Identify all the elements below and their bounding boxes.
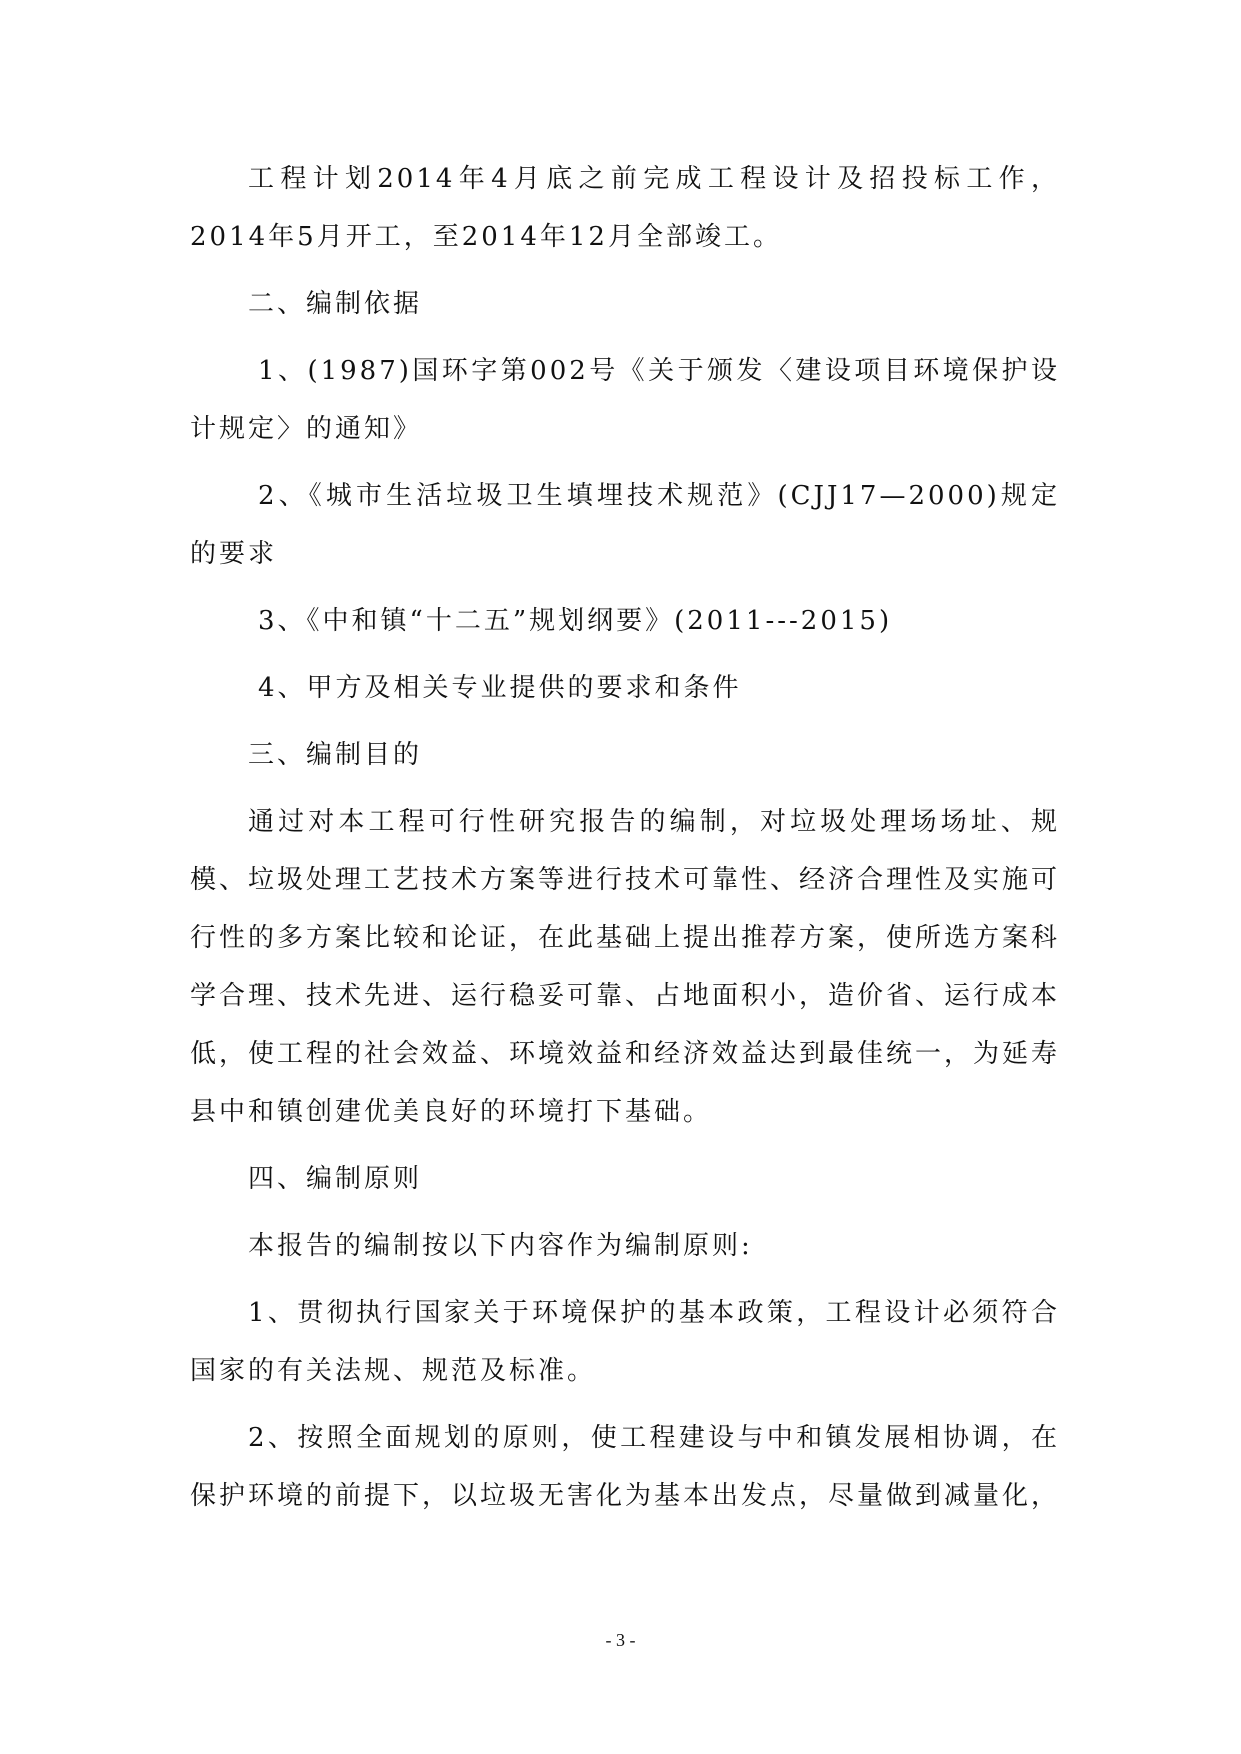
section-heading-principles: 四、编制原则 bbox=[248, 1164, 423, 1194]
section-heading-basis: 二、编制依据 bbox=[248, 289, 423, 319]
basis-item-2: 2、《城市生活垃圾卫生填埋技术规范》(CJJ17—2000)规定的要求 bbox=[190, 481, 1060, 569]
principle-item-1: 1、贯彻执行国家关于环境保护的基本政策，工程设计必须符合国家的有关法规、规范及标准。 bbox=[190, 1298, 1060, 1386]
paragraph-principles-intro: 本报告的编制按以下内容作为编制原则: bbox=[248, 1231, 753, 1261]
paragraph-schedule: 工程计划2014年4月底之前完成工程设计及招投标工作，2014年5月开工，至2014年12月全部竣工。 bbox=[190, 164, 1060, 252]
page-number: - 3 - bbox=[605, 1630, 636, 1650]
principle-item-2: 2、按照全面规划的原则，使工程建设与中和镇发展相协调，在保护环境的前提下，以垃圾无害化为基本出发点，尽量做到减量化， bbox=[190, 1423, 1061, 1511]
basis-item-1: 1、(1987)国环字第002号《关于颁发〈建设项目环境保护设计规定〉的通知》 bbox=[190, 356, 1060, 444]
basis-item-3: 3、《中和镇“十二五”规划纲要》(2011---2015) bbox=[258, 606, 893, 636]
paragraph-purpose: 通过对本工程可行性研究报告的编制，对垃圾处理场场址、规模、垃圾处理工艺技术方案等进行技术可靠性、经济合理性及实施可行性的多方案比较和论证，在此基础上提出推荐方案，使所选方案科学合理、技术先进、运行稳妥可靠、占地面积小，造价省、运行成本低，使工程的社会效益、环境效益和经济效益达到最佳统一，为延寿县中和镇创建优美良好的环境打下基础。 bbox=[190, 807, 1061, 1127]
section-heading-purpose: 三、编制目的 bbox=[248, 740, 423, 770]
basis-item-4: 4、甲方及相关专业提供的要求和条件 bbox=[258, 673, 742, 703]
document-body bbox=[190, 150, 1060, 1534]
